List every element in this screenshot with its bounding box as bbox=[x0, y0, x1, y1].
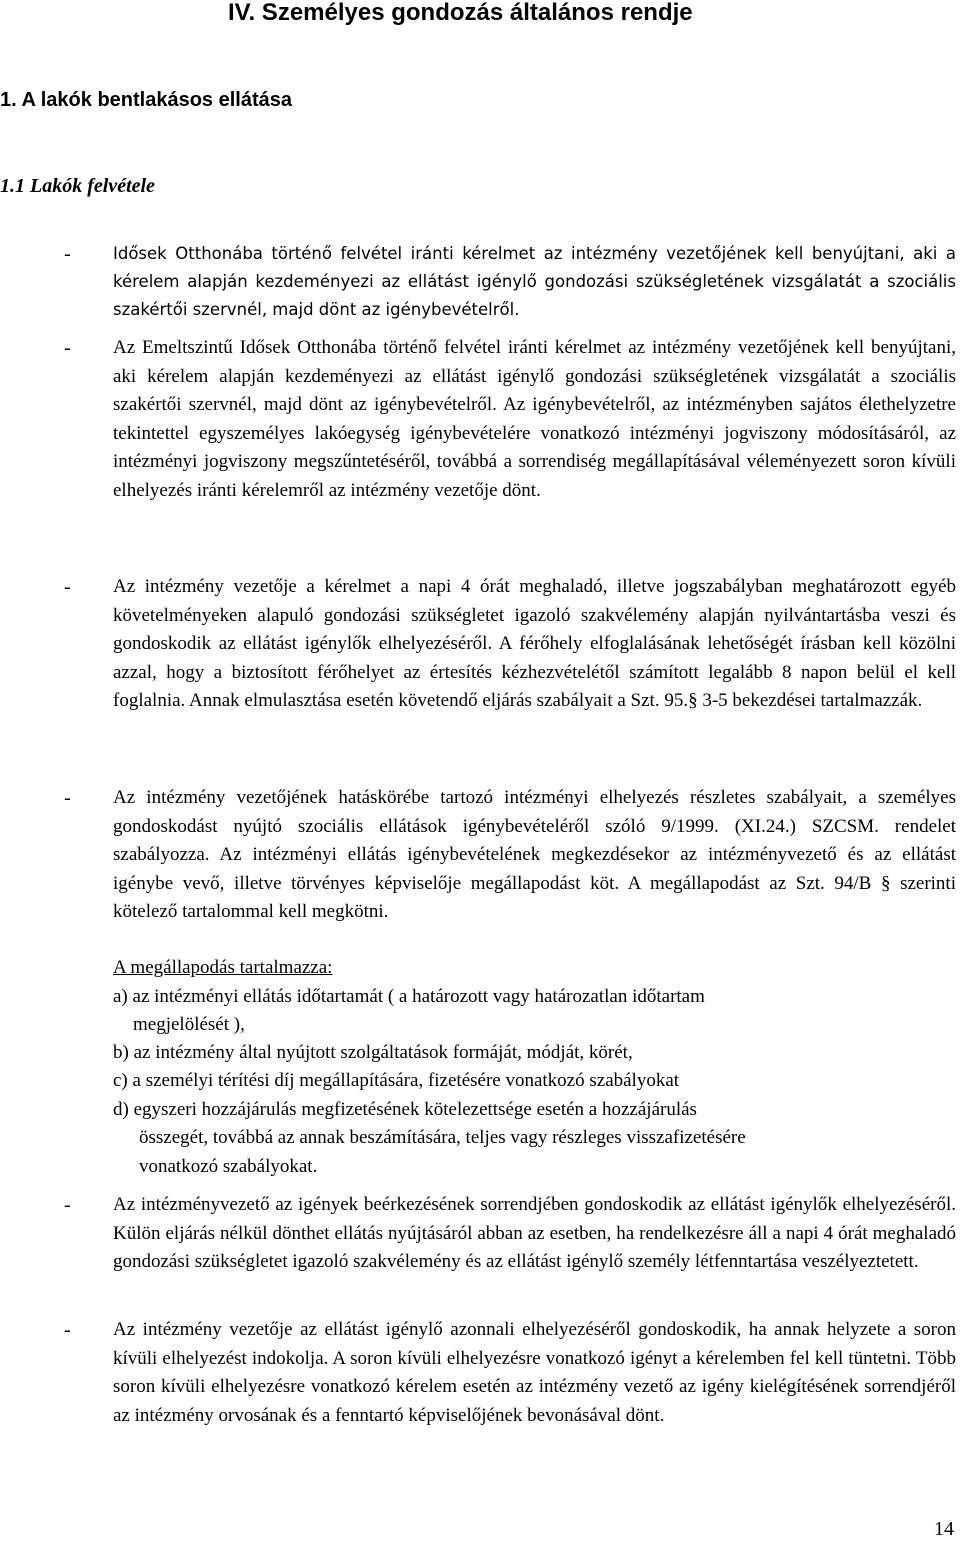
section-title: 1. A lakók bentlakásos ellátása bbox=[0, 89, 293, 111]
bullet-dash: - bbox=[64, 243, 71, 265]
bullet-dash: - bbox=[64, 1194, 71, 1216]
paragraph-text: Az Emeltszintű Idősek Otthonába történő felvétel iránti kérelmet az intézmény vezetőjének kell benyújtani, aki kérelem alapján kezdeményezi az ellátást igénylő gondozási szükségletének vizsgálatát a szociális szakértői szervnél, majd dönt az igénybevételről. Az igénybevételről, az intézményben sajátos élethelyzetre tekintettel egyszemélyes lakóegység igénybevételére vonatkozó intézményi jogviszony módosításáról, az intézményi jogviszony megszűntetéséről, továbbá a sorrendiség megállapításával véleményezett soron kívüli elhelyezés iránti kérelemről az intézmény vezetője dönt. bbox=[113, 337, 956, 501]
paragraph-text: Az intézményvezető az igények beérkezésének sorrendjében gondoskodik az ellátást igénylők elhelyezéséről. Külön eljárás nélkül dönthet ellátás nyújtásáról abban az esetben, ha rendelkezésre áll a napi 4 órát meghaladó gondozási szükségletet igazoló szakvélemény és az ellátást igénylő személy létfenntartása veszélyeztetett. bbox=[113, 1194, 956, 1272]
chapter-title: IV. Személyes gondozás általános rendje bbox=[228, 0, 693, 26]
bullet-dash: - bbox=[64, 1319, 71, 1341]
agreement-point: a) az intézményi ellátás időtartamát ( a határozott vagy határozatlan időtartam bbox=[113, 986, 705, 1007]
bullet-dash: - bbox=[64, 576, 71, 598]
paragraph-text: Az intézmény vezetője az ellátást igénylő azonnali elhelyezéséről gondoskodik, ha annak helyzete a soron kívüli elhelyezést indokolja. A soron kívüli elhelyezésre vonatkozó igényt a kérelemben fel kell tüntetni. Több soron kívüli elhelyezésre vonatkozó kérelem esetén az intézmény vezető az igény kielégítésének sorrendjéről az intézmény orvosának és a fenntartó képviselőjének bevonásával dönt. bbox=[113, 1319, 956, 1426]
paragraph-text: Idősek Otthonába történő felvétel iránti kérelmet az intézmény vezetőjének kell benyújtani, aki a kérelem alapján kezdeményezi az ellátást igénylő gondozási szükségletének vizsgálatát a szociális szakértői szervnél, majd dönt az igénybevételről. bbox=[113, 244, 956, 319]
agreement-point: vonatkozó szabályokat. bbox=[139, 1156, 318, 1177]
agreement-point: c) a személyi térítési díj megállapítására, fizetésére vonatkozó szabályokat bbox=[113, 1070, 680, 1091]
agreement-point: összegét, továbbá az annak beszámítására, teljes vagy részleges visszafizetésére bbox=[139, 1127, 746, 1148]
paragraph-text: Az intézmény vezetője a kérelmet a napi 4 órát meghaladó, illetve jogszabályban meghatározott egyéb követelményeken alapuló gondozási szükségletet igazoló szakvélemény alapján nyilvántartásba veszi és gondoskodik az ellátást igénylők elhelyezéséről. A férőhely elfoglalásának lehetőségét írásban kell közölni azzal, hogy a biztosított férőhelyet az értesítés kézhezvételétől számított legalább 8 napon belül el kell foglalnia. Annak elmulasztása esetén követendő eljárás szabályait a Szt. 95.§ 3-5 bekezdései tartalmazzák. bbox=[113, 576, 956, 711]
paragraph-text: Az intézmény vezetőjének hatáskörébe tartozó intézményi elhelyezés részletes szabályait, a személyes gondoskodást nyújtó szociális ellátások igénybevételéről szóló 9/1999. (XI.24.) SZCSM. rendelet szabályozza. Az intézményi ellátás igénybevételének megkezdésekor az intézményvezető és az ellátást igénybe vevő, illetve törvényes képviselője megállapodást köt. A megállapodást az Szt. 94/B § szerinti kötelező tartalommal kell megkötni. bbox=[113, 787, 956, 922]
page-number: 14 bbox=[934, 1518, 954, 1540]
bullet-dash: - bbox=[64, 337, 71, 359]
agreement-point: d) egyszeri hozzájárulás megfizetésének kötelezettsége esetén a hozzájárulás bbox=[113, 1099, 697, 1120]
agreement-point: b) az intézmény által nyújtott szolgáltatások formáját, módját, körét, bbox=[113, 1042, 633, 1063]
subsection-title: 1.1 Lakók felvétele bbox=[0, 175, 155, 197]
bullet-dash: - bbox=[64, 787, 71, 809]
agreement-point: megjelölését ), bbox=[133, 1014, 245, 1035]
agreement-title: A megállapodás tartalmazza: bbox=[113, 957, 333, 978]
